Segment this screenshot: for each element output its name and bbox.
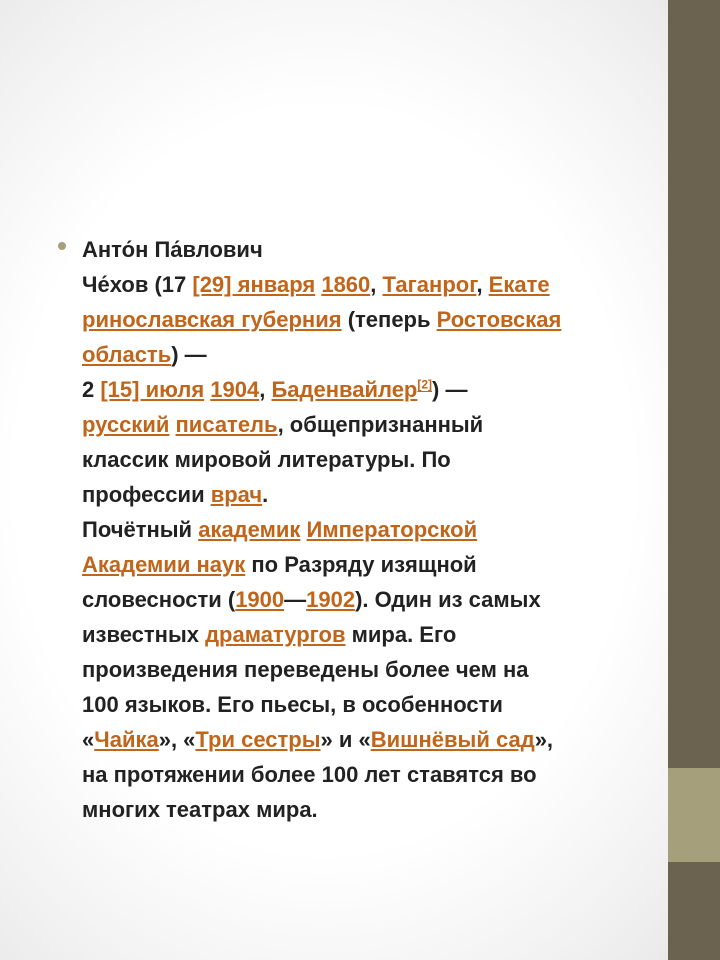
text-segment: профессии <box>82 482 211 507</box>
wiki-link[interactable]: область <box>82 342 172 367</box>
wiki-link[interactable]: русский <box>82 412 170 437</box>
wiki-link[interactable]: писатель <box>175 412 278 437</box>
wiki-link[interactable]: Екате <box>488 272 550 297</box>
text-line <box>82 757 627 792</box>
slide-body-text <box>82 232 627 827</box>
wiki-link[interactable]: Таганрог <box>382 272 477 297</box>
text-segment: классик мировой литературы. По <box>82 447 451 472</box>
text-segment: ) — <box>432 377 468 402</box>
text-segment: многих театрах мира. <box>82 797 318 822</box>
footnote-link[interactable]: [2] <box>417 377 433 392</box>
text-line <box>82 652 627 687</box>
text-segment: произведения переведены более чем на <box>82 657 529 682</box>
text-segment: — <box>284 587 307 612</box>
text-line <box>82 407 627 442</box>
wiki-link[interactable]: Ростовская <box>436 307 562 332</box>
wiki-link[interactable]: драматургов <box>205 622 346 647</box>
text-segment: (теперь <box>341 307 437 332</box>
text-segment: 2 <box>82 377 101 402</box>
wiki-link[interactable]: 1904 <box>210 377 260 402</box>
text-line <box>82 547 627 582</box>
text-segment: Че́хов <box>82 272 149 297</box>
text-line <box>82 337 627 372</box>
side-decor-accent <box>668 768 720 862</box>
wiki-link[interactable]: Баденвайлер <box>271 377 418 402</box>
text-line <box>82 267 627 302</box>
wiki-link[interactable]: Чайка <box>94 727 159 752</box>
text-line <box>82 512 627 547</box>
footnote-ref <box>417 378 432 392</box>
text-segment: , <box>476 272 489 297</box>
text-line <box>82 232 627 267</box>
text-line <box>82 302 627 337</box>
wiki-link[interactable]: Три сестры <box>195 727 321 752</box>
wiki-link[interactable]: врач <box>210 482 263 507</box>
wiki-link[interactable]: [15] июля <box>100 377 205 402</box>
text-line <box>82 722 627 757</box>
text-segment: Почётный <box>82 517 199 542</box>
text-line <box>82 582 627 617</box>
text-segment: » и « <box>320 727 371 752</box>
text-segment: мира. Его <box>345 622 457 647</box>
text-segment: словесности ( <box>82 587 236 612</box>
text-segment: по Разряду изящной <box>245 552 477 577</box>
wiki-link[interactable]: Академии наук <box>82 552 246 577</box>
text-segment: на протяжении более 100 лет ставятся во <box>82 762 537 787</box>
wiki-link[interactable]: Вишнёвый сад <box>370 727 535 752</box>
text-segment: , <box>370 272 383 297</box>
wiki-link[interactable]: 1900 <box>235 587 285 612</box>
wiki-link[interactable]: академик <box>198 517 301 542</box>
text-line <box>82 477 627 512</box>
text-segment: », <box>534 727 554 752</box>
wiki-link[interactable]: ринославская губерния <box>82 307 342 332</box>
text-line <box>82 792 627 827</box>
text-line <box>82 617 627 652</box>
text-segment: « <box>82 727 95 752</box>
text-segment: 100 языков. Его пьесы, в особенности <box>82 692 503 717</box>
text-segment: . <box>262 482 269 507</box>
text-line <box>82 372 627 407</box>
text-line <box>82 442 627 477</box>
text-segment: Анто́н Па́влович <box>82 237 263 262</box>
text-segment: (17 <box>148 272 193 297</box>
text-segment: ) — <box>171 342 207 367</box>
text-segment: », « <box>158 727 196 752</box>
text-segment: ). Один из самых <box>355 587 541 612</box>
wiki-link[interactable]: [29] января <box>192 272 316 297</box>
wiki-link[interactable]: Императорской <box>306 517 478 542</box>
wiki-link[interactable]: 1902 <box>306 587 356 612</box>
text-segment: известных <box>82 622 206 647</box>
text-line <box>82 687 627 722</box>
text-segment: , общепризнанный <box>277 412 484 437</box>
text-segment: , <box>259 377 272 402</box>
wiki-link[interactable]: 1860 <box>321 272 371 297</box>
bullet-icon <box>58 242 66 250</box>
